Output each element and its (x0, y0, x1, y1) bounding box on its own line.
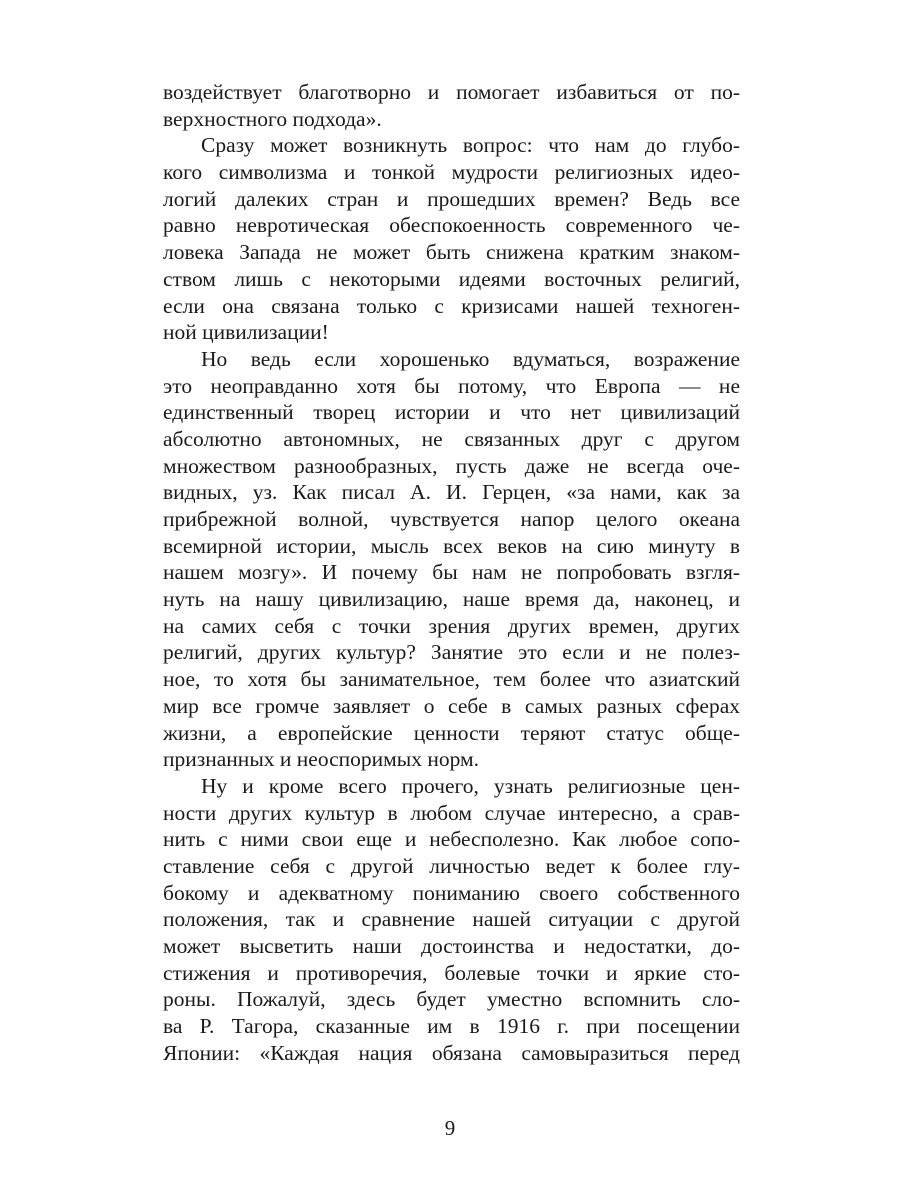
text-line: видных, уз. Как писал А. И. Герцен, «за нами, как за (163, 480, 740, 505)
paragraph (163, 79, 740, 132)
text-line: религий, других культур? Занятие это если и не полез- (163, 640, 740, 665)
page-number: 9 (444, 1116, 456, 1140)
text-line: мир все громче заявляет о себе в самых разных сферах (163, 693, 740, 718)
text-line: ством лишь с некоторыми идеями восточных религий, (163, 266, 740, 291)
text-line: ности других культур в любом случае интересно, а срав- (163, 800, 740, 825)
text-line: если она связана только с кризисами нашей техноген- (163, 293, 740, 318)
text-line: кого символизма и тонкой мудрости религиозных идео- (163, 160, 740, 185)
text-line: нить с ними свои еще и небесполезно. Как любое сопо- (163, 827, 740, 852)
text-line: всемирной истории, мысль всех веков на сию минуту в (163, 533, 740, 558)
text-line: Но ведь если хорошенько вдуматься, возражение (201, 346, 740, 371)
text-line: равно невротическая обеспокоенность современного че- (163, 213, 740, 238)
paragraph (163, 773, 740, 1067)
text-line: это неоправданно хотя бы потому, что Европа — не (163, 373, 740, 398)
text-line: Сразу может возникнуть вопрос: что нам до глубо- (201, 133, 740, 158)
text-line: ставление себя с другой личностью ведет к более глу- (163, 853, 740, 878)
text-line: может высветить наши достоинства и недостатки, до- (163, 934, 740, 958)
body-text (163, 79, 740, 1066)
text-line: ва Р. Тагора, сказанные им в 1916 г. при посещении (163, 1014, 740, 1039)
text-line: абсолютно автономных, не связанных друг с другом (163, 426, 740, 451)
paragraph (163, 346, 740, 773)
text-line: признанных и неоспоримых норм. (163, 747, 479, 772)
text-line: логий далеких стран и прошедших времен? Ведь все (163, 186, 740, 211)
text-line: ной цивилизации! (163, 320, 329, 345)
text-line: прибрежной волной, чувствуется напор целого океана (163, 507, 740, 531)
text-line: бокому и адекватному пониманию своего собственного (163, 880, 740, 905)
text-line: ловека Запада не может быть снижена кратким знаком- (163, 240, 740, 265)
text-line: Японии: «Каждая нация обязана самовыразиться перед (163, 1040, 740, 1065)
text-line: положения, так и сравнение нашей ситуации с другой (163, 907, 740, 932)
text-line: верхностного подхода». (163, 106, 382, 131)
text-line: ное, то хотя бы занимательное, тем более что азиатский (163, 667, 740, 692)
text-line: множеством разнообразных, пусть даже не всегда оче- (163, 453, 740, 478)
text-line: стижения и противоречия, болевые точки и яркие сто- (163, 960, 740, 985)
text-line: нуть на нашу цивилизацию, наше время да, наконец, и (163, 587, 740, 612)
text-line: единственный творец истории и что нет цивилизаций (163, 400, 740, 425)
text-line: нашем мозгу». И почему бы нам не попробовать взгля- (163, 560, 740, 585)
text-line: Ну и кроме всего прочего, узнать религиозные цен- (201, 773, 740, 798)
text-line: воздействует благотворно и помогает избавиться от по- (163, 80, 740, 104)
text-line: на самих себя с точки зрения других времен, других (163, 613, 740, 638)
paragraph (163, 132, 740, 346)
text-line: жизни, а европейские ценности теряют статус обще- (163, 720, 740, 745)
text-line: роны. Пожалуй, здесь будет уместно вспомнить сло- (163, 987, 740, 1012)
